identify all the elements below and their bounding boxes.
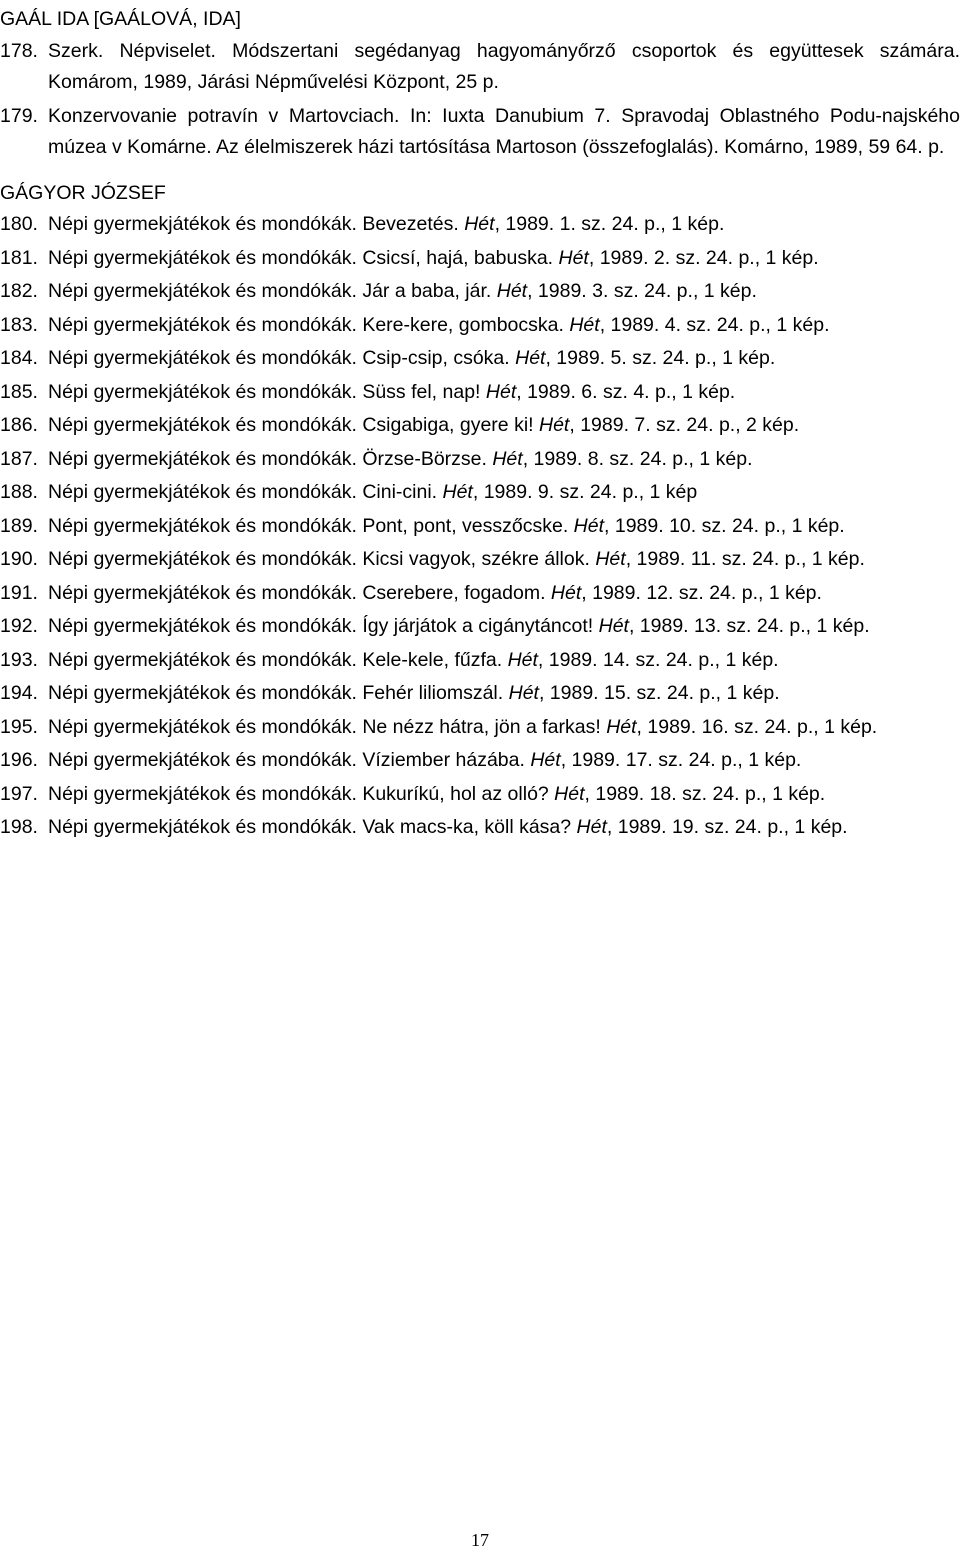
journal-name: Hét bbox=[539, 414, 570, 436]
bibliography-list bbox=[0, 4, 960, 844]
page-number: 17 bbox=[471, 1530, 489, 1550]
journal-name: Hét bbox=[464, 213, 495, 235]
entry-title: Népi gyermekjátékok és mondókák. Jár a baba, jár. bbox=[48, 280, 497, 302]
entry-title: Szerk. Népviselet. Módszertani segédanyag hagyományőrző csoportok és együttesek számára. Komárom, 1989, Járási Népművelési Központ, 25 p. bbox=[48, 39, 960, 93]
entry-title: Népi gyermekjátékok és mondókák. Bevezetés. bbox=[48, 213, 465, 235]
bibliography-entry bbox=[0, 578, 960, 610]
entry-details: , 1989. 6. sz. 4. p., 1 kép. bbox=[516, 380, 736, 403]
entry-number: 191. bbox=[0, 581, 38, 604]
entry-number: 186. bbox=[0, 414, 38, 436]
entry-title: Népi gyermekjátékok és mondókák. Pont, pont, vesszőcske. bbox=[48, 514, 574, 537]
bibliography-entry bbox=[0, 779, 960, 811]
entry-title: Konzervovanie potravín v Martovciach. In: Iuxta Danubium 7. Spravodaj Oblastného Podu-najského múzea v Komárne. Az élelmiszerek házi tartósítása Martoson (összefoglalás). Komárno, 1989, 59 64. p. bbox=[48, 104, 960, 158]
entry-details: , 1989. 12. sz. 24. p., 1 kép. bbox=[581, 581, 822, 604]
journal-name: Hét bbox=[576, 816, 607, 838]
journal-name: Hét bbox=[606, 715, 637, 738]
entry-number: 192. bbox=[0, 615, 38, 637]
bibliography-entry bbox=[0, 101, 960, 164]
entry-details: , 1989. 17. sz. 24. p., 1 kép. bbox=[560, 749, 802, 771]
entry-title: Népi gyermekjátékok és mondókák. Kukuríkú, hol az olló? bbox=[48, 782, 555, 805]
author-heading: GAÁL IDA [GAÁLOVÁ, IDA] bbox=[0, 8, 241, 30]
entry-details: , 1989. 9. sz. 24. p., 1 kép bbox=[472, 481, 698, 503]
entry-title: Népi gyermekjátékok és mondókák. Cini-cini. bbox=[48, 481, 443, 503]
bibliography-entry bbox=[0, 410, 960, 442]
journal-name: Hét bbox=[569, 313, 600, 336]
bibliography-entry bbox=[0, 544, 960, 576]
entry-title: Népi gyermekjátékok és mondókák. Víziember házába. bbox=[48, 749, 531, 771]
journal-name: Hét bbox=[598, 615, 629, 637]
entry-number: 184. bbox=[0, 347, 38, 369]
entry-details: , 1989. 1. sz. 24. p., 1 kép. bbox=[494, 213, 725, 235]
bibliography-entry bbox=[0, 310, 960, 342]
bibliography-entry bbox=[0, 645, 960, 677]
entry-title: Népi gyermekjátékok és mondókák. Cserebere, fogadom. bbox=[48, 581, 551, 604]
entry-title: Népi gyermekjátékok és mondókák. Csigabiga, gyere ki! bbox=[48, 414, 539, 436]
journal-name: Hét bbox=[496, 280, 528, 302]
entry-number: 190. bbox=[0, 548, 38, 570]
journal-name: Hét bbox=[507, 648, 538, 671]
entry-title: Népi gyermekjátékok és mondókák. Vak macs-ka, köll kása? bbox=[48, 816, 577, 838]
entry-title: Népi gyermekjátékok és mondókák. Ne nézz hátra, jön a farkas! bbox=[48, 715, 607, 738]
author-heading: GÁGYOR JÓZSEF bbox=[0, 181, 166, 204]
entry-title: Népi gyermekjátékok és mondókák. Csip-csip, csóka. bbox=[48, 347, 516, 369]
entry-details: , 1989. 16. sz. 24. p., 1 kép. bbox=[636, 715, 878, 738]
entry-details: , 1989. 5. sz. 24. p., 1 kép. bbox=[545, 347, 776, 369]
journal-name: Hét bbox=[558, 246, 589, 269]
entry-number: 196. bbox=[0, 749, 38, 771]
journal-name: Hét bbox=[442, 481, 473, 503]
entry-title: Népi gyermekjátékok és mondókák. Örzse-Börzse. bbox=[48, 447, 493, 470]
journal-name: Hét bbox=[508, 682, 539, 704]
journal-name: Hét bbox=[550, 581, 582, 604]
entry-number: 193. bbox=[0, 648, 38, 671]
entry-title: Népi gyermekjátékok és mondókák. Kicsi vagyok, székre állok. bbox=[48, 548, 596, 570]
bibliography-entry bbox=[0, 36, 960, 99]
bibliography-entry bbox=[0, 511, 960, 543]
journal-name: Hét bbox=[485, 380, 517, 403]
journal-name: Hét bbox=[515, 347, 546, 369]
entry-number: 181. bbox=[0, 246, 38, 269]
bibliography-entry bbox=[0, 343, 960, 375]
entry-number: 198. bbox=[0, 816, 38, 838]
bibliography-entry bbox=[0, 477, 960, 509]
entry-details: , 1989. 7. sz. 24. p., 2 kép. bbox=[569, 414, 800, 436]
journal-name: Hét bbox=[492, 447, 523, 470]
entry-details: , 1989. 19. sz. 24. p., 1 kép. bbox=[606, 816, 848, 838]
entry-number: 187. bbox=[0, 447, 38, 470]
bibliography-entry bbox=[0, 444, 960, 476]
entry-details: , 1989. 2. sz. 24. p., 1 kép. bbox=[588, 246, 819, 269]
entry-number: 179. bbox=[0, 104, 38, 127]
entry-number: 195. bbox=[0, 715, 38, 738]
entry-title: Népi gyermekjátékok és mondókák. Kele-kele, fűzfa. bbox=[48, 648, 508, 671]
entry-title: Népi gyermekjátékok és mondókák. Süss fel, nap! bbox=[48, 380, 486, 403]
entry-details: , 1989. 14. sz. 24. p., 1 kép. bbox=[537, 648, 779, 671]
entry-number: 182. bbox=[0, 280, 38, 302]
bibliography-entry bbox=[0, 209, 960, 241]
bibliography-entry bbox=[0, 678, 960, 710]
entry-title: Népi gyermekjátékok és mondókák. Fehér liliomszál. bbox=[48, 682, 509, 704]
entry-title: Népi gyermekjátékok és mondókák. Kere-kere, gombocska. bbox=[48, 313, 570, 336]
bibliography-entry bbox=[0, 377, 960, 409]
entry-number: 197. bbox=[0, 782, 38, 805]
entry-number: 178. bbox=[0, 39, 38, 62]
entry-title: Népi gyermekjátékok és mondókák. Csicsí, hajá, babuska. bbox=[48, 246, 559, 269]
bibliography-entry bbox=[0, 712, 960, 744]
entry-details: , 1989. 18. sz. 24. p., 1 kép. bbox=[584, 782, 826, 805]
entry-details: , 1989. 8. sz. 24. p., 1 kép. bbox=[522, 447, 753, 470]
entry-number: 185. bbox=[0, 380, 38, 403]
journal-name: Hét bbox=[530, 749, 561, 771]
entry-number: 194. bbox=[0, 682, 38, 704]
bibliography-entry bbox=[0, 812, 960, 844]
entry-number: 180. bbox=[0, 213, 38, 235]
entry-number: 183. bbox=[0, 313, 38, 336]
journal-name: Hét bbox=[554, 782, 585, 805]
bibliography-entry bbox=[0, 611, 960, 643]
journal-name: Hét bbox=[573, 514, 605, 537]
entry-details: , 1989. 11. sz. 24. p., 1 kép. bbox=[625, 548, 865, 570]
entry-number: 189. bbox=[0, 514, 38, 537]
bibliography-entry bbox=[0, 745, 960, 777]
entry-title: Népi gyermekjátékok és mondókák. Így járjátok a cigánytáncot! bbox=[48, 615, 599, 637]
bibliography-entry bbox=[0, 243, 960, 275]
journal-name: Hét bbox=[595, 548, 626, 570]
entry-details: , 1989. 3. sz. 24. p., 1 kép. bbox=[527, 280, 757, 302]
entry-details: , 1989. 15. sz. 24. p., 1 kép. bbox=[538, 682, 780, 704]
bibliography-entry bbox=[0, 276, 960, 308]
entry-details: , 1989. 13. sz. 24. p., 1 kép. bbox=[628, 615, 870, 637]
entry-details: , 1989. 4. sz. 24. p., 1 kép. bbox=[599, 313, 830, 336]
entry-number: 188. bbox=[0, 481, 38, 503]
entry-details: , 1989. 10. sz. 24. p., 1 kép. bbox=[604, 514, 845, 537]
